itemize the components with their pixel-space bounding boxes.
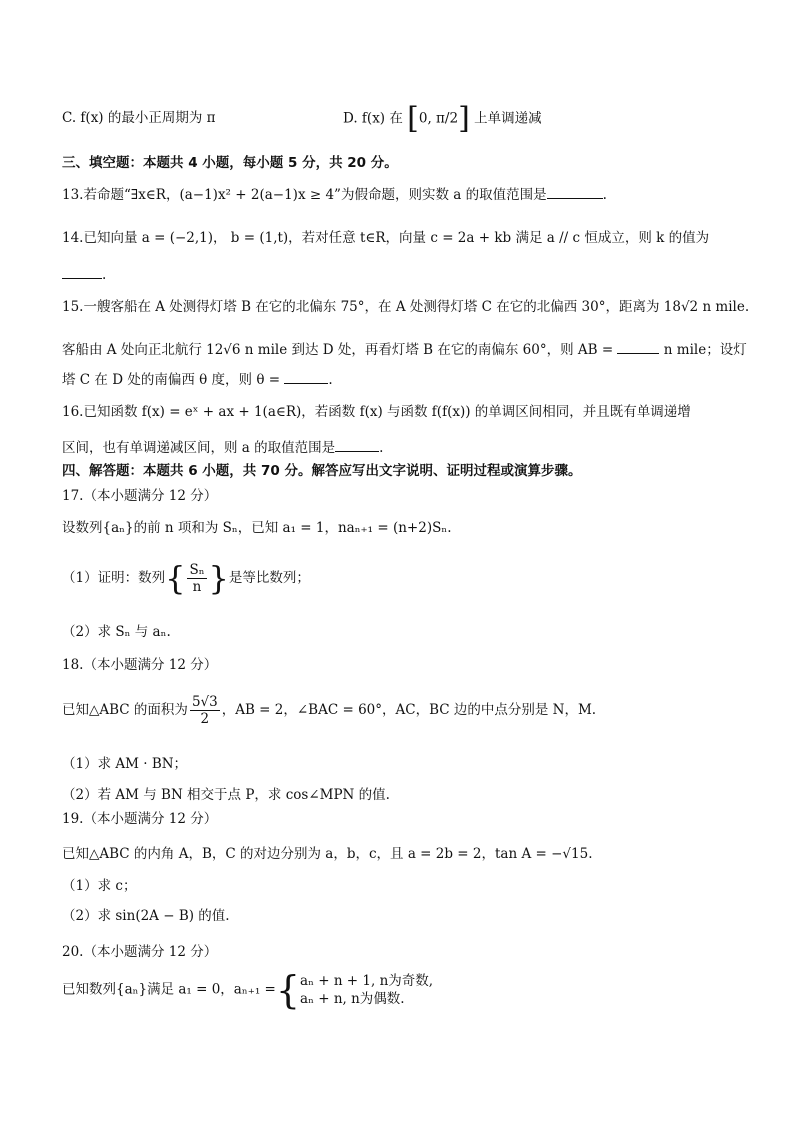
- section4-title: 四、解答题：本题共 6 小题，共 70 分。解答应写出文字说明、证明过程或演算步骤。: [62, 463, 582, 479]
- q20-case-even: aₙ + n, n为偶数.: [300, 991, 405, 1007]
- q18-stem-post: ，AB = 2，∠BAC = 60°，AC，BC 边的中点分别是 N，M.: [221, 702, 597, 718]
- option-d-pre: D. f(x) 在: [343, 110, 403, 127]
- q15-theta-blank[interactable]: [284, 369, 328, 384]
- q15-line2-pre: 客船由 A 处向正北航行 12√6 n mile 到达 D 处，再看灯塔 B 在它的南偏东 60°，则 AB =: [62, 342, 614, 358]
- option-d-interval: 0, π/2: [418, 110, 459, 127]
- q13-text: 13.若命题“∃x∈R，(a−1)x² + 2(a−1)x ≥ 4”为假命题，则实数 a 的取值范围是: [62, 187, 547, 203]
- q19-header: 19.（本小题满分 12 分）: [62, 811, 218, 827]
- q17-fraction: [187, 562, 206, 595]
- q13-end: .: [602, 187, 607, 203]
- cases-brace: {: [275, 968, 301, 1012]
- q17-part2: （2）求 Sₙ 与 aₙ.: [62, 624, 171, 640]
- q13-answer-blank[interactable]: [547, 184, 603, 199]
- q17-stem: 设数列{aₙ}的前 n 项和为 Sₙ，已知 a₁ = 1，naₙ₊₁ = (n+2)Sₙ.: [62, 520, 452, 536]
- q17-fraction-num: Sₙ: [189, 562, 205, 578]
- q15-line2-post: n mile；设灯: [663, 342, 747, 358]
- q17-fraction-den: n: [192, 579, 202, 595]
- q19-stem: 已知△ABC 的内角 A，B，C 的对边分别为 a，b，c，且 a = 2b = 2，tan A = −√15.: [62, 846, 593, 862]
- q18-fraction-den: 2: [200, 711, 210, 727]
- q19-part1: （1）求 c；: [62, 878, 137, 894]
- section3-title: 三、填空题：本题共 4 小题，每小题 5 分，共 20 分。: [62, 155, 398, 171]
- q18-part1: （1）求 AM · BN；: [62, 756, 188, 772]
- q17-part1-pre: （1）证明：数列: [62, 570, 166, 586]
- q16-line2-post: .: [379, 440, 384, 456]
- q15-line3-pre: 塔 C 在 D 处的南偏西 θ 度，则 θ =: [62, 372, 281, 388]
- q13: [62, 184, 607, 205]
- q14-line2: [62, 264, 106, 285]
- set-open-brace: {: [165, 559, 186, 598]
- q15-line2: [62, 339, 747, 360]
- q15-line3-post: .: [328, 372, 333, 388]
- q19-part2: （2）求 sin(2A − B) 的值.: [62, 908, 230, 924]
- q18-part2: （2）若 AM 与 BN 相交于点 P，求 cos∠MPN 的值.: [62, 787, 390, 803]
- interval-close-bracket: ]: [458, 101, 470, 136]
- q20-stem: [62, 968, 434, 1012]
- option-d-post: 上单调递减: [474, 110, 542, 127]
- option-c: C. f(x) 的最小正周期为 π: [62, 110, 216, 126]
- q20-header: 20.（本小题满分 12 分）: [62, 944, 218, 960]
- q20-stem-pre: 已知数列{aₙ}满足 a₁ = 0，aₙ₊₁ =: [62, 981, 276, 998]
- q18-fraction-num: 5√3: [191, 694, 218, 710]
- set-close-brace: }: [208, 559, 229, 598]
- q15-line1: 15.一艘客船在 A 处测得灯塔 B 在它的北偏东 75°，在 A 处测得灯塔 C 在它的北偏西 30°，距离为 18√2 n mile.: [62, 299, 750, 315]
- interval-open-bracket: [: [407, 101, 419, 136]
- q16-line1: 16.已知函数 f(x) = eˣ + ax + 1(a∈R)，若函数 f(x) 与函数 f(f(x)) 的单调区间相同，并且既有单调递增: [62, 404, 691, 420]
- q15-ab-blank[interactable]: [617, 339, 659, 354]
- q16-line2: [62, 437, 383, 458]
- q18-stem: [62, 690, 596, 730]
- q17-header: 17.（本小题满分 12 分）: [62, 488, 218, 504]
- q16-answer-blank[interactable]: [335, 437, 379, 452]
- q18-area-fraction: [190, 694, 220, 727]
- q17-part1: [62, 558, 310, 598]
- q14-answer-blank[interactable]: [62, 264, 102, 279]
- option-d: [343, 101, 542, 136]
- q18-stem-pre: 已知△ABC 的面积为: [62, 702, 188, 718]
- q14-end: .: [102, 267, 107, 283]
- q14-line1: 14.已知向量 a = (−2,1)， b = (1,t)，若对任意 t∈R，向量 c = 2a + kb 满足 a // c 恒成立，则 k 的值为: [62, 230, 710, 246]
- q15-line3: [62, 369, 333, 390]
- q20-case-odd: aₙ + n + 1, n为奇数,: [300, 973, 434, 989]
- q16-line2-pre: 区间，也有单调递减区间，则 a 的取值范围是: [62, 440, 336, 456]
- q17-part1-post: 是等比数列；: [228, 570, 310, 586]
- q20-cases: [300, 972, 433, 1008]
- q18-header: 18.（本小题满分 12 分）: [62, 657, 218, 673]
